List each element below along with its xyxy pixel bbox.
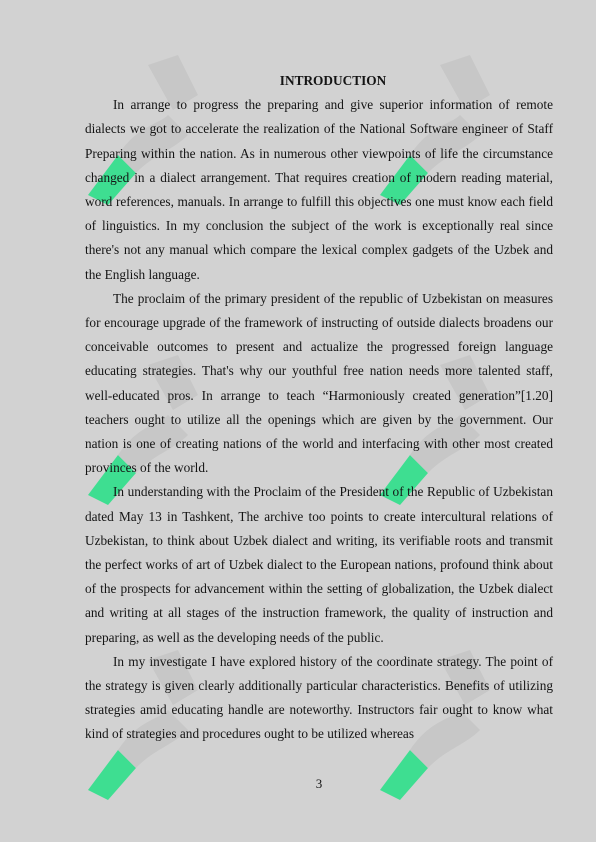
page-number: 3 — [315, 776, 323, 791]
paragraph-3: In understanding with the Proclaim of the President of the Republic of Uzbekistan dated May 13 in Tashkent, The archive too points to create intercultural relations of Uzbekistan, to think about Uzbek dialect and writing, its verifiable roots and transmit the perfect works of art of Uzbek dialect to the European nations, profound think about of the prospects for advancement within the setting of globalization, the Uzbek dialect and writing at all stages of the instruction framework, the quality of instruction and preparing, as well as the developing needs of the public. — [85, 484, 553, 645]
paragraph-4: In my investigate I have explored history of the coordinate strategy. The point of the strategy is given clearly additionally particular characteristics. Benefits of utilizing strategies amid educating handle are noteworthy. Instructors fair ought to know what kind of strategies and procedures ought to be utilized whereas — [85, 653, 553, 742]
paragraph-1: In arrange to progress the preparing and give superior information of remote dialects we got to accelerate the realization of the National Software engineer of Staff Preparing within the nation. As in numerous other viewpoints of life the circumstance changed in a dialect arrangement. That requires creation of modern reading material, word references, manuals. In arrange to fulfill this objectives one must know each field of linguistics. In my conclusion the subject of the work is exceptionally real since there's not any manual which compare the lexical complex gadgets of the Uzbek and the English language. — [85, 97, 553, 282]
paragraph-2: The proclaim of the primary president of the republic of Uzbekistan on measures for encourage upgrade of the framework of instructing of outside dialects broadens our conceivable outcomes to present and actualize the progressed foreign language educating strategies. That's why our youthful free nation needs more talented staff, well-educated pros. In arrange to teach “Harmoniously created generation”[1.20] teachers ought to utilize all the openings which are given by the government. Our nation is one of creating nations of the world and interfacing with other most created provinces of the world. — [85, 290, 553, 476]
page-title: INTRODUCTION — [279, 73, 387, 88]
document-body — [85, 69, 553, 747]
